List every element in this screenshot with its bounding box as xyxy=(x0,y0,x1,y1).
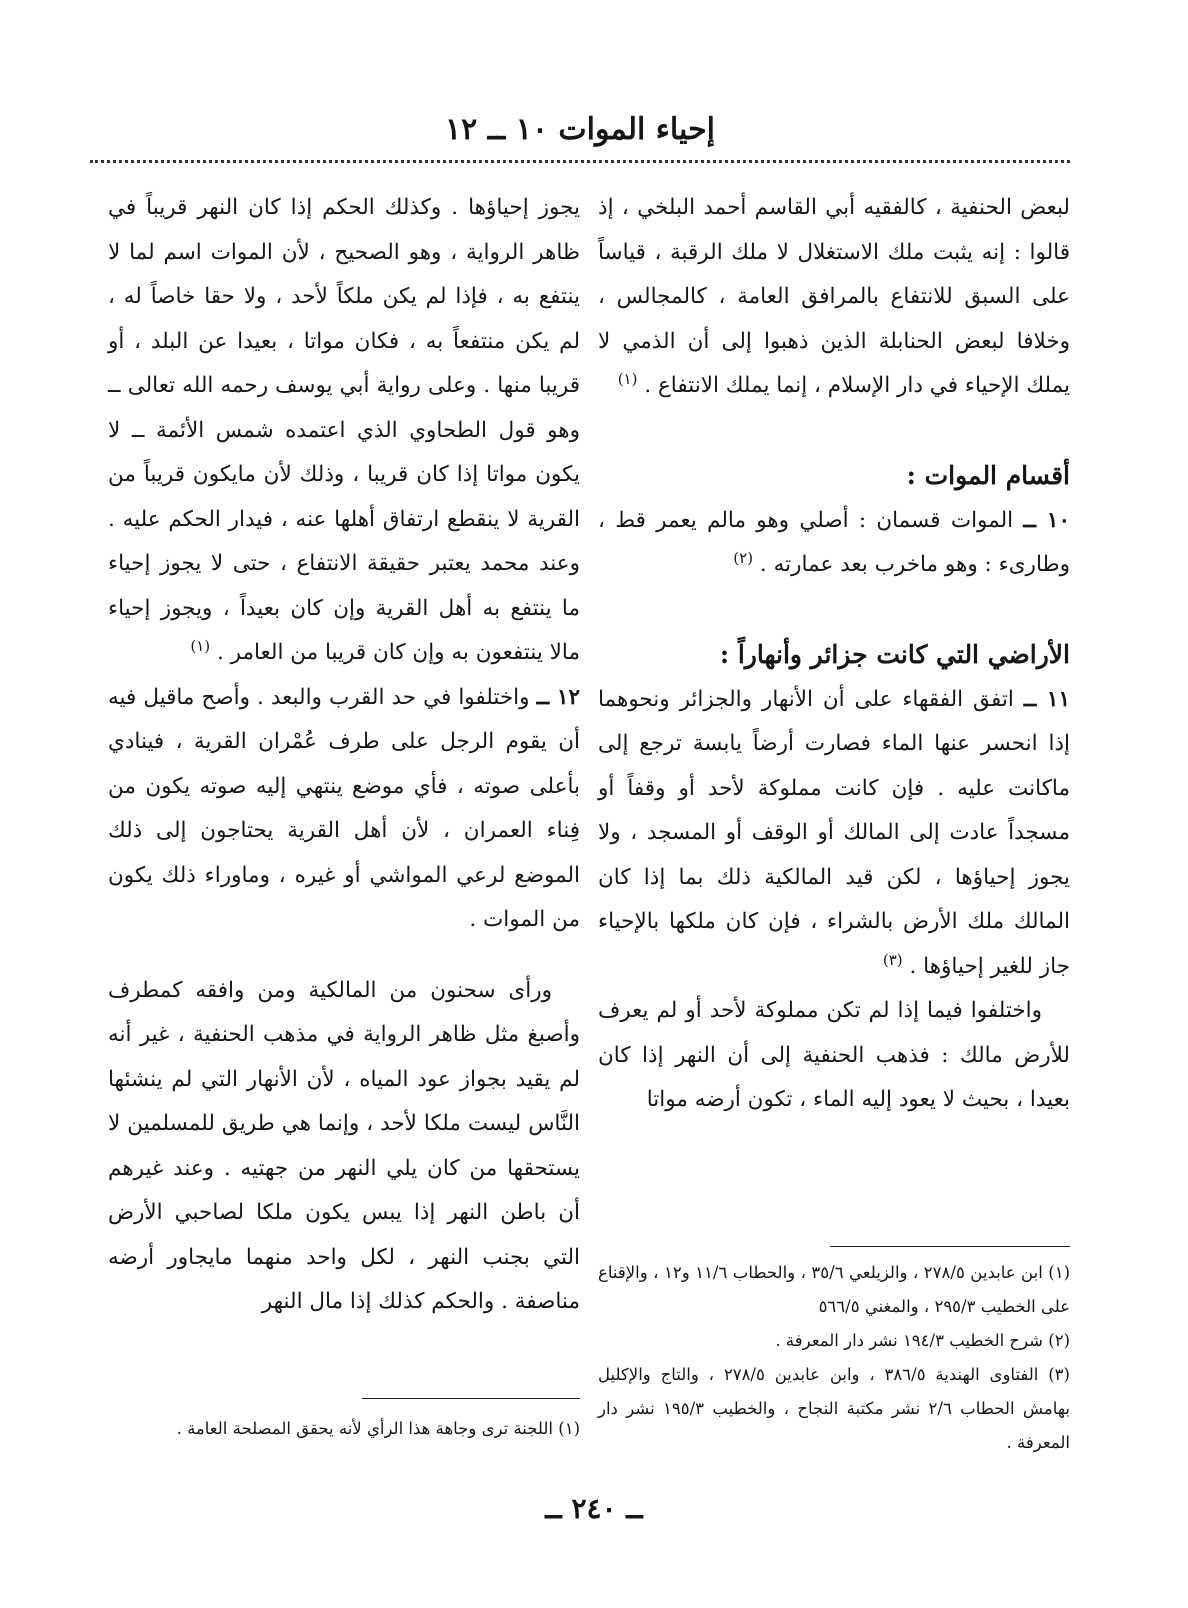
footnote-ref-1: (١) xyxy=(617,369,638,388)
intro-paragraph xyxy=(598,186,1070,409)
footnote-item: (١) ابن عابدين ٢٧٨/٥ ، والزيلعي ٣٥/٦ ، والحطاب ١١/٦ و١٢ ، والإقناع على الخطيب ٢٩٥/٣ ، والمغني ٥٦٦/٥ xyxy=(598,1263,1071,1316)
footnote-separator-left xyxy=(362,1398,580,1399)
paragraph-number-10: ١٠ ــ xyxy=(1023,507,1070,533)
paragraph-12-text: واختلفوا في حد القرب والبعد . وأصح ماقيل فيه أن يقوم الرجل على طرف عُمْران القرية ، فينادي بأعلى صوته ، فأي موضع ينتهي إليه صوته يكون من فِناء العمران ، لأن أهل القرية يحتاجون إلى ذلك الموضع لرعي المواشي أو غيره ، وماوراء ذلك يكون من الموات . xyxy=(108,684,580,932)
footnotes-left xyxy=(108,1412,580,1446)
footnote-ref-left-1: (١) xyxy=(190,636,211,655)
header-dotted-rule xyxy=(90,160,1070,163)
paragraph-number-12: ١٢ ــ xyxy=(536,684,580,710)
right-column xyxy=(598,186,1070,1123)
running-header-title: إحياء الموات ١٠ ــ ١٢ xyxy=(445,112,715,147)
paragraph-continuation-text: يجوز إحياؤها . وكذلك الحكم إذا كان النهر قريباً في ظاهر الرواية ، وهو الصحيح ، لأن الموات اسم لما لا ينتفع به ، فإذا لم يكن ملكاً لأحد ، ولا حقا خاصاً له ، لم يكن منتفعاً به ، فكان مواتا ، بعيدا عن البلد ، أو قريبا منها . وعلى رواية أبي يوسف رحمه الله تعالى ــ وهو قول الطحاوي الذي اعتمده شمس الأئمة ــ لا يكون مواتا إذا كان قريبا ، وذلك لأن مايكون قريباً من القرية لا ينقطع ارتفاق أهلها عنه ، فيدار الحكم عليه . وعند محمد يعتبر حقيقة الانتفاع ، حتى لا يجوز إحياء ما ينتفع به أهل القرية وإن كان بعيداً ، ويجوز إحياء مالا ينتفعون به وإن كان قريبا من العامر . xyxy=(108,195,580,665)
spacer xyxy=(598,409,1070,453)
paragraph-continuation xyxy=(108,186,580,676)
footnotes-right xyxy=(598,1256,1070,1460)
footnote-separator-right xyxy=(830,1246,1070,1247)
intro-text: لبعض الحنفية ، كالفقيه أبي القاسم أحمد البلخي ، إذ قالوا : إنه يثبت ملك الاستغلال لا ملك الرقبة ، قياساً على السبق للانتفاع بالمرافق العامة ، كالمجالس ، وخلافا لبعض الحنابلة الذين ذهبوا إلى أن الذمي لا يملك الإحياء في دار الإسلام ، إنما يملك الانتفاع . xyxy=(598,195,1070,398)
section-heading-types: أقسام الموات : xyxy=(906,460,1070,490)
footnote-item: (٢) شرح الخطيب ١٩٤/٣ نشر دار المعرفة . xyxy=(775,1331,1070,1350)
left-column xyxy=(108,186,580,1325)
paragraph-10-text: الموات قسمان : أصلي وهو مالم يعمر قط ، وطارىء : وهو ماخرب بعد عمارته . xyxy=(598,507,1070,577)
spacer xyxy=(598,588,1070,632)
section-heading-islands: الأراضي التي كانت جزائر وأنهاراً : xyxy=(719,639,1070,669)
footnote-ref-2: (٢) xyxy=(733,548,754,567)
page-number: ــ ٢٤٠ ــ xyxy=(545,1492,643,1525)
footnote-ref-3: (٣) xyxy=(882,950,903,969)
paragraph-12 xyxy=(108,676,580,943)
footnote-item: (١) اللجنة ترى وجاهة هذا الرأي لأنه يحقق المصلحة العامة . xyxy=(176,1419,580,1438)
paragraph-disagreement: واختلفوا فيما إذا لم تكن مملوكة لأحد أو لم يعرف للأرض مالك : فذهب الحنفية إلى أن النهر إذا كان بعيدا ، بحيث لا يعود إليه الماء ، تكون أرضه مواتا xyxy=(598,998,1070,1112)
spacer xyxy=(108,943,580,969)
paragraph-11-text: اتفق الفقهاء على أن الأنهار والجزائر ونحوهما إذا انحسر عنها الماء فصارت أرضاً يابسة ترجع إلى ماكانت عليه . فإن كانت مملوكة لأحد أو وقفاً أو مسجداً عادت إلى المالك أو الوقف أو المسجد ، ولا يجوز إحياؤها ، لكن قيد المالكية ذلك بما إذا كان المالك ملك الأرض بالشراء ، فإن كان ملكها بالإحياء جاز للغير إحياؤها . xyxy=(598,686,1070,979)
paragraph-10 xyxy=(598,499,1070,588)
paragraph-sahnun: ورأى سحنون من المالكية ومن وافقه كمطرف وأصبغ مثل ظاهر الرواية في مذهب الحنفية ، غير أنه لم يقيد بجواز عود المياه ، لأن الأنهار التي لم ينشئها النَّاس ليست ملكا لأحد ، وإنما هي طريق للمسلمين لا يستحقها من كان يلي النهر من جهتيه . وعند غيرهم أن باطن النهر إذا يبس يكون ملكا لصاحبي الأرض التي بجنب النهر ، لكل واحد منهما مايجاور أرضه مناصفة . والحكم كذلك إذا مال النهر xyxy=(108,977,580,1314)
paragraph-11 xyxy=(598,678,1070,990)
paragraph-number-11: ١١ ــ xyxy=(1023,686,1070,712)
footnote-item: (٣) الفتاوى الهندية ٣٨٦/٥ ، وابن عابدين ٢٧٨/٥ ، والتاج والإكليل بهامش الحطاب ٢/٦ نشر مكتبة النجاح ، والخطيب ١٩٥/٣ نشر دار المعرفة . xyxy=(598,1365,1070,1452)
